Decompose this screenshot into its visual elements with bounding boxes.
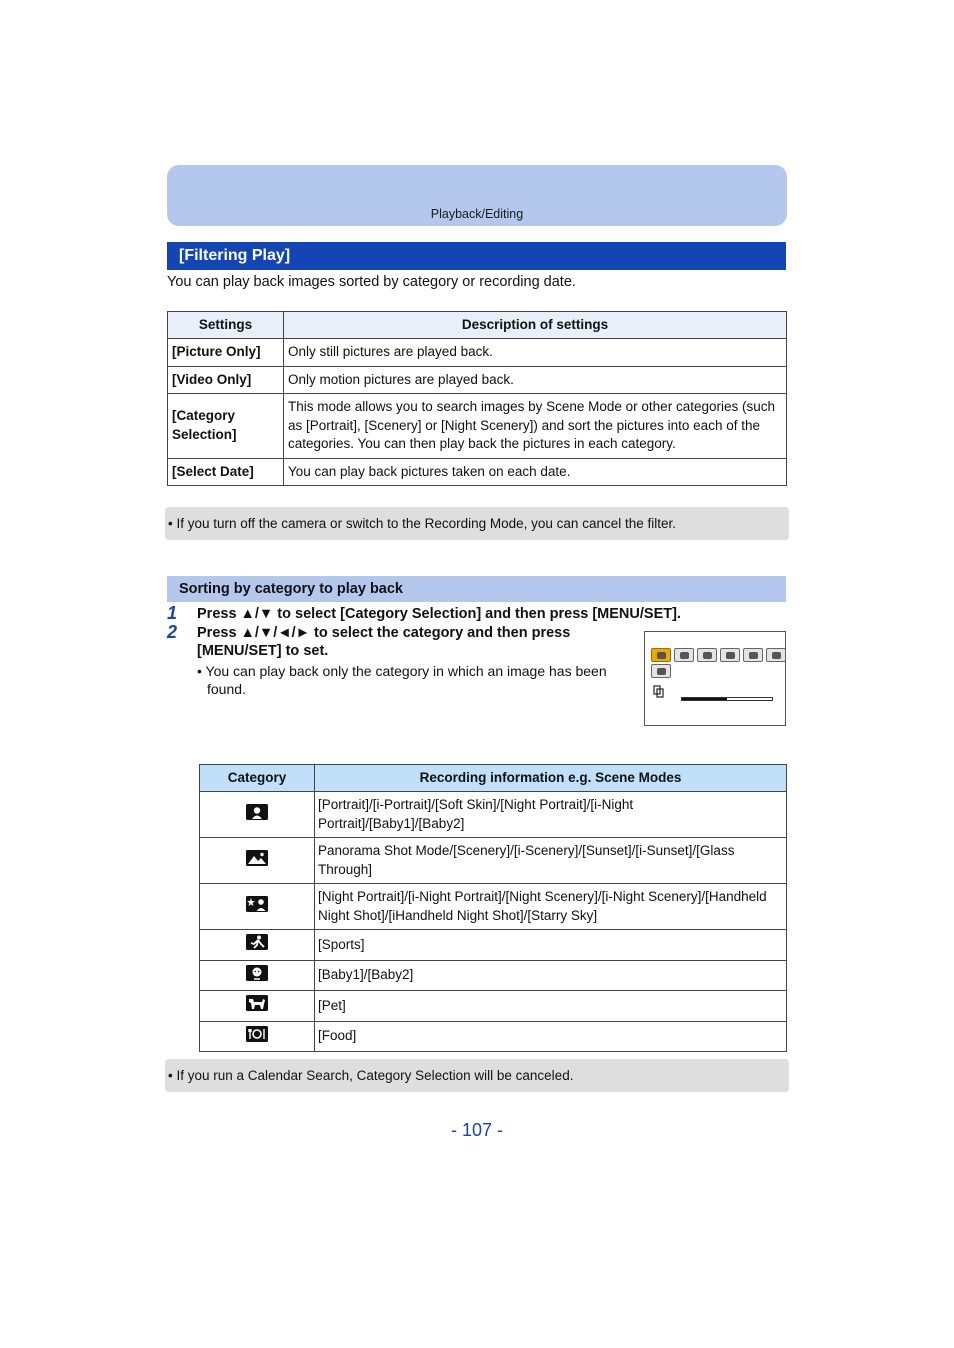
recording-info: [Night Portrait]/[i-Night Portrait]/[Night Scenery]/[i-Night Scenery]/[Handheld Night Shot]/[iHandheld Night Shot]/[Starry Sky] xyxy=(315,884,787,930)
table-row xyxy=(168,339,787,367)
pet-icon xyxy=(766,648,786,662)
table-row xyxy=(200,884,787,930)
step-text-line2: [MENU/SET] to set. xyxy=(197,643,329,659)
sports-icon xyxy=(720,648,740,662)
setting-key: [Video Only] xyxy=(168,366,284,394)
recording-info-header: Recording information e.g. Scene Modes xyxy=(315,765,787,792)
step-text: Press ▲/▼ to select [Category Selection] and then press [MENU/SET]. xyxy=(197,606,681,622)
table-row xyxy=(200,792,787,838)
breadcrumb: Playback/Editing xyxy=(430,207,524,221)
baby-category-icon xyxy=(246,965,268,981)
table-row xyxy=(168,394,787,459)
camera-screen-illustration xyxy=(644,631,786,726)
subsection-title: Sorting by category to play back xyxy=(167,576,786,602)
section-intro: You can play back images sorted by category or recording date. xyxy=(167,274,576,290)
recording-info: [Sports] xyxy=(315,930,787,961)
step-number: 2 xyxy=(167,622,178,642)
night-portrait-category-icon xyxy=(246,896,268,912)
sports-category-icon xyxy=(246,934,268,950)
table-row xyxy=(168,458,787,486)
portrait-category-icon xyxy=(246,804,268,820)
page-number: - 107 - xyxy=(450,1120,504,1140)
table-row xyxy=(200,1021,787,1052)
note-cancel-filter: • If you turn off the camera or switch to the Recording Mode, you can cancel the filter. xyxy=(165,507,789,540)
scenery-category-icon xyxy=(246,850,268,866)
setting-desc: You can play back pictures taken on each date. xyxy=(284,458,787,486)
search-status-icon xyxy=(653,685,665,699)
setting-key: [Select Date] xyxy=(168,458,284,486)
settings-header-settings: Settings xyxy=(168,312,284,339)
search-progress-fill xyxy=(682,698,727,700)
setting-key: [Category Selection] xyxy=(168,394,284,459)
table-row xyxy=(200,991,787,1022)
food-icon xyxy=(651,664,671,678)
night-portrait-icon xyxy=(697,648,717,662)
search-progress-bar xyxy=(681,697,773,701)
baby-icon xyxy=(743,648,763,662)
section-title: [Filtering Play] xyxy=(167,242,786,270)
recording-info: [Pet] xyxy=(315,991,787,1022)
note-calendar-search: • If you run a Calendar Search, Category Selection will be canceled. xyxy=(165,1059,789,1092)
table-row xyxy=(200,930,787,961)
food-category-icon xyxy=(246,1026,268,1042)
table-row xyxy=(168,366,787,394)
settings-table xyxy=(167,311,787,486)
settings-header-description: Description of settings xyxy=(284,312,787,339)
setting-desc: Only still pictures are played back. xyxy=(284,339,787,367)
category-table xyxy=(199,764,787,1052)
setting-key: [Picture Only] xyxy=(168,339,284,367)
recording-info: [Food] xyxy=(315,1021,787,1052)
setting-desc: This mode allows you to search images by Scene Mode or other categories (such as [Portrait], [Scenery] or [Night Scenery]) and sort the pictures into each of the categories. You can then play back the pictures in each category. xyxy=(284,394,787,459)
category-header: Category xyxy=(200,765,315,792)
table-row xyxy=(200,838,787,884)
recording-info: [Baby1]/[Baby2] xyxy=(315,960,787,991)
recording-info: [Portrait]/[i-Portrait]/[Soft Skin]/[Night Portrait]/[i-Night Portrait]/[Baby1]/[Baby2] xyxy=(315,792,787,838)
table-row xyxy=(200,960,787,991)
recording-info: Panorama Shot Mode/[Scenery]/[i-Scenery]/[Sunset]/[i-Sunset]/[Glass Through] xyxy=(315,838,787,884)
step-text-line1: Press ▲/▼/◄/► to select the category and then press xyxy=(197,625,571,641)
step-number: 1 xyxy=(167,603,178,623)
scenery-icon xyxy=(674,648,694,662)
portrait-icon xyxy=(651,648,671,662)
setting-desc: Only motion pictures are played back. xyxy=(284,366,787,394)
pet-category-icon xyxy=(246,995,268,1011)
header-band xyxy=(167,165,787,226)
step-bullet: • You can play back only the category in which an image has been found. xyxy=(197,663,607,697)
